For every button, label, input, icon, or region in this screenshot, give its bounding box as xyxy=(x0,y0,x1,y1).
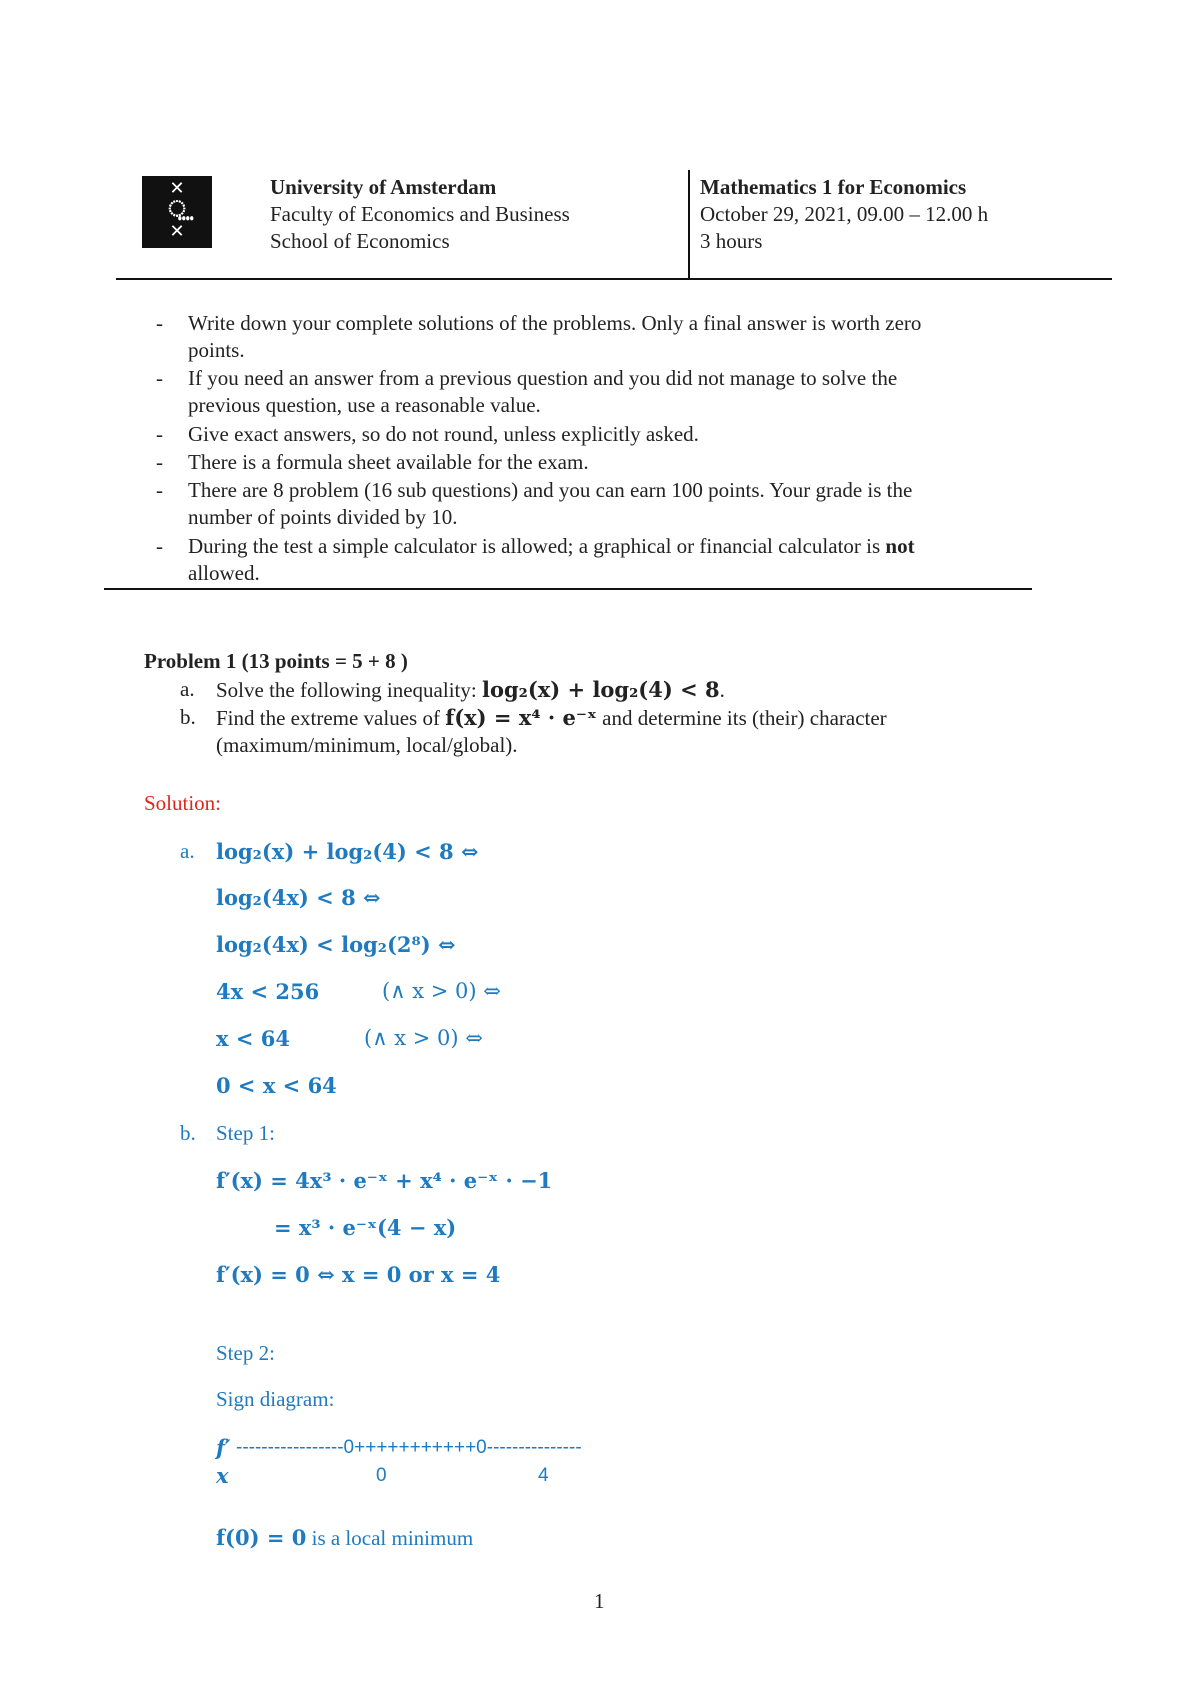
university-name: University of Amsterdam xyxy=(270,175,497,199)
header-divider xyxy=(688,170,690,278)
solution-step: log₂(x) + log₂(4) < 8 ⇔ xyxy=(216,839,479,864)
problem-title: Problem 1 (13 points = 5 + 8 ) xyxy=(144,649,408,673)
derivative-line: f′(x) = 4x³ · e⁻ˣ + x⁴ · e⁻ˣ · −1 xyxy=(216,1168,553,1193)
instruction-line: Write down your complete solutions of the problems. Only a final answer is worth zero xyxy=(188,311,922,335)
school-name: School of Economics xyxy=(270,229,450,253)
instruction-line: number of points divided by 10. xyxy=(188,505,458,529)
instruction-line: During the test a simple calculator is allowed; a graphical or financial calculator is not xyxy=(188,534,915,558)
sign-diagram-f: f′ xyxy=(216,1435,231,1460)
step-heading: Step 2: xyxy=(216,1341,275,1365)
solution-step: 4x < 256 xyxy=(216,979,320,1004)
subquestion-a: Solve the following inequality: log₂(x) + log₂(4) < 8. xyxy=(216,677,725,702)
instruction-line: allowed. xyxy=(188,561,260,585)
bullet-dash: - xyxy=(156,422,163,446)
derivative-line: = x³ · e⁻ˣ(4 − x) xyxy=(274,1215,457,1240)
university-logo xyxy=(142,176,212,248)
sign-diagram-zero: 0 xyxy=(376,1465,387,1486)
subquestion-label: a. xyxy=(180,677,195,701)
sign-diagram-x: x xyxy=(216,1463,229,1488)
instruction-line: If you need an answer from a previous question and you did not manage to solve the xyxy=(188,366,898,390)
bullet-dash: - xyxy=(156,311,163,335)
step-heading: Step 1: xyxy=(216,1121,275,1145)
bullet-dash: - xyxy=(156,478,163,502)
subquestion-b: Find the extreme values of f(x) = x⁴ · e⁻ˣ and determine its (their) character xyxy=(216,705,887,730)
solution-step: log₂(4x) < 8 ⇔ xyxy=(216,885,381,910)
inequality-math: log₂(x) + log₂(4) < 8 xyxy=(481,677,720,702)
sign-diagram-line: -----------------0+++++++++++0--------------- xyxy=(236,1437,582,1458)
derivative-line: f′(x) = 0 ⇔ x = 0 or x = 4 xyxy=(216,1262,501,1287)
exam-datetime: October 29, 2021, 09.00 – 12.00 h xyxy=(700,202,989,226)
bullet-dash: - xyxy=(156,534,163,558)
instruction-line: points. xyxy=(188,338,245,362)
solution-condition: (∧ x > 0) ⇔ xyxy=(364,1026,483,1050)
solution-step: 0 < x < 64 xyxy=(216,1073,337,1098)
logo-cross-icon: ✕ xyxy=(169,221,185,242)
bullet-dash: - xyxy=(156,450,163,474)
logo-cross-icon: ✕ xyxy=(169,178,185,199)
solution-step: log₂(4x) < log₂(2⁸) ⇔ xyxy=(216,932,456,957)
logo-uva-icon: ⵿ xyxy=(168,197,186,222)
sign-diagram-heading: Sign diagram: xyxy=(216,1387,335,1411)
faculty-name: Faculty of Economics and Business xyxy=(270,202,570,226)
instruction-line: previous question, use a reasonable value. xyxy=(188,393,541,417)
instruction-line: Give exact answers, so do not round, unless explicitly asked. xyxy=(188,422,699,446)
bullet-dash: - xyxy=(156,366,163,390)
solution-step: x < 64 xyxy=(216,1026,290,1051)
subquestion-b-line2: (maximum/minimum, local/global). xyxy=(216,733,518,757)
conclusion: f(0) = 0 is a local minimum xyxy=(216,1525,474,1550)
instruction-line: There is a formula sheet available for the exam. xyxy=(188,450,589,474)
course-title: Mathematics 1 for Economics xyxy=(700,175,967,199)
header-rule xyxy=(116,278,1112,280)
sign-diagram-four: 4 xyxy=(538,1465,549,1486)
function-math: f(x) = x⁴ · e⁻ˣ xyxy=(445,705,597,730)
solution-condition: (∧ x > 0) ⇔ xyxy=(382,979,501,1003)
instruction-line: There are 8 problem (16 sub questions) and you can earn 100 points. Your grade is the xyxy=(188,478,913,502)
solution-b-label: b. xyxy=(180,1121,196,1145)
solution-label: Solution: xyxy=(144,791,222,815)
solution-a-label: a. xyxy=(180,839,195,863)
exam-duration: 3 hours xyxy=(700,229,763,253)
subquestion-label: b. xyxy=(180,705,196,729)
instructions-rule xyxy=(104,588,1032,590)
page-number: 1 xyxy=(594,1589,605,1613)
